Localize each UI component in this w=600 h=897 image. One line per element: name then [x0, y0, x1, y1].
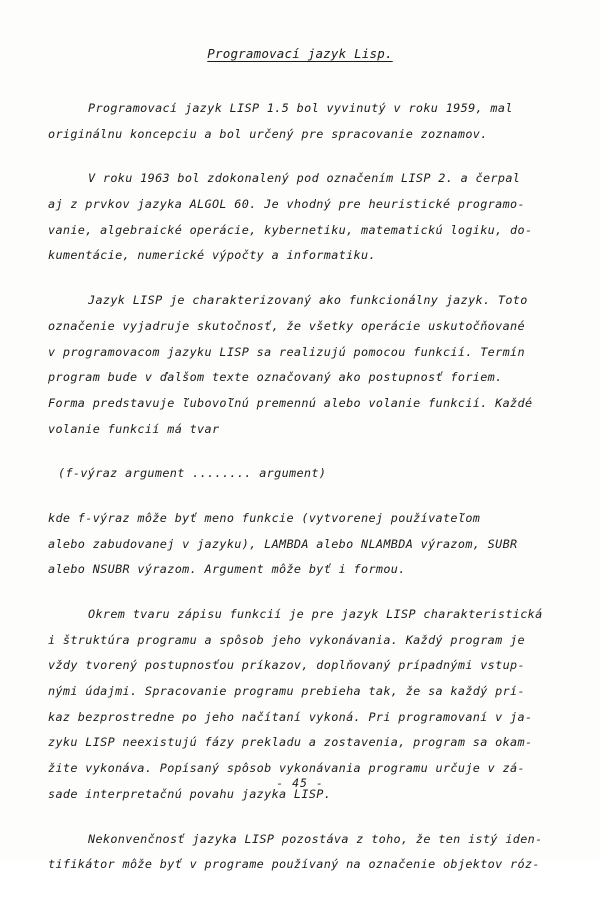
text-line: i štruktúra programu a spôsob jeho vykonávania. Každý program je — [48, 632, 525, 647]
text-line: volanie funkcií má tvar — [48, 421, 220, 436]
text-line: kaz bezprostredne po jeho načítaní vykoná. Pri programovaní v ja- — [48, 709, 533, 724]
title-text: Programovací jazyk Lisp. — [207, 46, 393, 61]
text-line: kumentácie, numerické výpočty a informatiku. — [48, 248, 376, 263]
function-call-form: (f-výraz argument ........ argument) — [58, 466, 327, 481]
text-line: sade interpretačnú povahu jazyka LISP. — [48, 786, 332, 801]
text-line: Nekonvenčnosť jazyka LISP pozostáva z toho, že ten istý iden- — [88, 831, 543, 846]
text-line: alebo zabudovanej v jazyku), LAMBDA alebo NLAMBDA výrazom, SUBR — [48, 536, 518, 551]
text-line: označenie vyjadruje skutočnosť, že všetky operácie uskutočňované — [48, 318, 525, 333]
text-line: Programovací jazyk LISP 1.5 bol vyvinutý v roku 1959, mal — [88, 101, 513, 115]
text-line: vanie, algebraické operácie, kybernetiku, matematickú logiku, do- — [48, 222, 533, 237]
paragraph-6 — [48, 827, 548, 878]
text-line: nými údajmi. Spracovanie programu prebieha tak, že sa každý prí- — [48, 684, 525, 699]
formula-paragraph — [48, 461, 548, 487]
text-line: tifikátor môže byť v programe používaný na označenie objektov róz- — [48, 857, 540, 872]
text-line: vždy tvorený postupnosťou príkazov, doplňovaný prípadnými vstup- — [48, 658, 525, 673]
text-line: kde f-výraz môže byť meno funkcie (vytvorenej používateľom — [48, 510, 481, 525]
text-line: program bude v ďalšom texte označovaný ako postupnosť foriem. — [48, 370, 503, 385]
text-line: zyku LISP neexistujú fázy prekladu a zostavenia, program sa okam- — [48, 735, 533, 750]
text-line: alebo NSUBR výrazom. Argument môže byť i formou. — [48, 562, 406, 577]
paragraph-3 — [48, 288, 548, 442]
page-title — [0, 46, 600, 61]
page-number: - 45 - — [276, 776, 324, 790]
text-line: aj z prvkov jazyka ALGOL 60. Je vhodný pre heuristické programo- — [48, 197, 525, 212]
text-line: originálnu koncepciu a bol určený pre spracovanie zoznamov. — [48, 126, 488, 141]
text-line: Jazyk LISP je charakterizovaný ako funkcionálny jazyk. Toto — [88, 293, 528, 308]
text-line: žite vykonáva. Popísaný spôsob vykonávania programu určuje v zá- — [48, 761, 525, 776]
paragraph-2 — [48, 166, 548, 269]
text-line: v programovacom jazyku LISP sa realizujú pomocou funkcií. Termín — [48, 344, 525, 359]
paragraph-4 — [48, 506, 548, 583]
paragraph-1 — [48, 96, 548, 147]
text-line: V roku 1963 bol zdokonalený pod označením LISP 2. a čerpal — [88, 171, 521, 186]
text-line: Forma predstavuje ľubovoľnú premennú alebo volanie funkcií. Každé — [48, 395, 533, 410]
text-line: Okrem tvaru zápisu funkcií je pre jazyk LISP charakteristická — [88, 607, 543, 621]
